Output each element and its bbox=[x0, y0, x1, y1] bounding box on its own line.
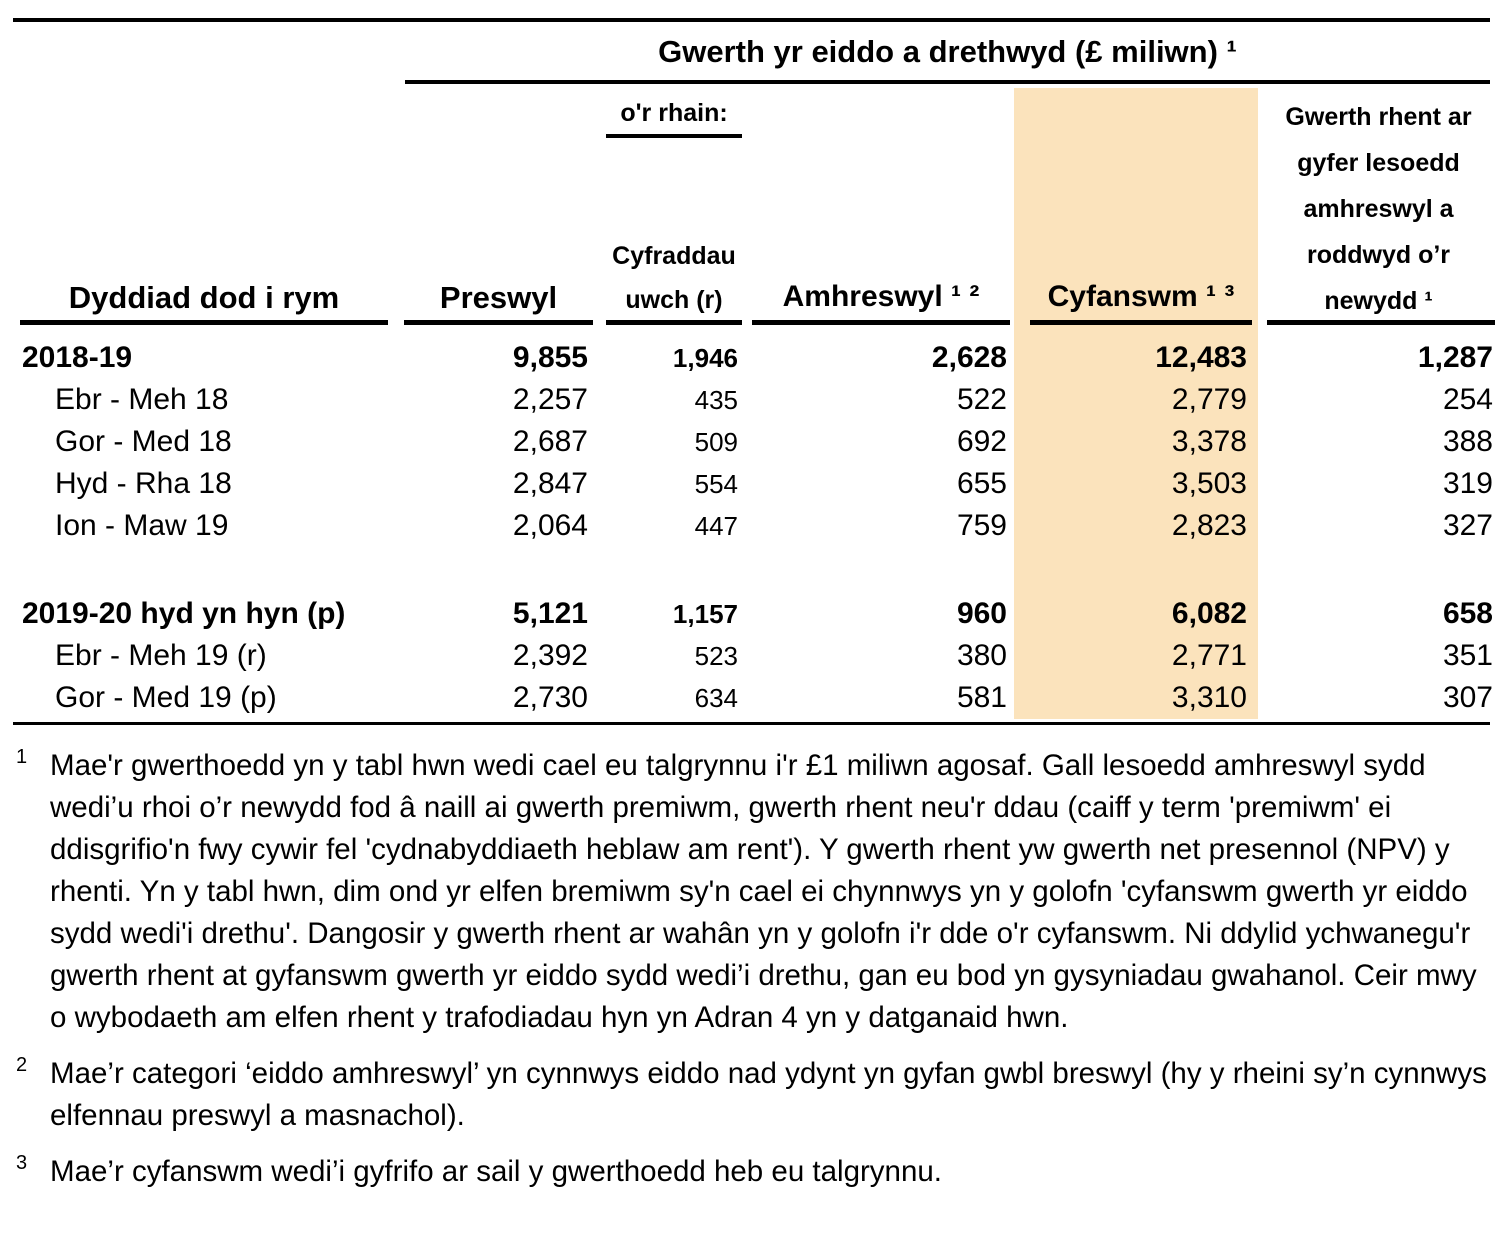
header-underline-amhreswyl bbox=[752, 320, 1010, 325]
header-underline-preswyl bbox=[404, 320, 593, 325]
cell-cyfraddau: 1,157 bbox=[672, 599, 738, 629]
cell-cyfraddau: 447 bbox=[694, 511, 738, 541]
table-bottom-rule bbox=[13, 722, 1490, 725]
cell-cyfraddau: 523 bbox=[694, 641, 738, 671]
table-row-ebr-meh-19 bbox=[20, 635, 1495, 677]
cell-cyfanswm: 3,503 bbox=[1171, 467, 1247, 500]
cell-rhent: 658 bbox=[1442, 597, 1493, 630]
cell-rhent: 351 bbox=[1442, 639, 1493, 672]
footnote-3 bbox=[10, 1151, 1498, 1193]
cell-preswyl: 9,855 bbox=[512, 341, 588, 374]
cell-preswyl: 5,121 bbox=[512, 597, 588, 630]
cell-amhreswyl: 692 bbox=[956, 425, 1007, 458]
column-header-rhent-line2: gyfer lesoedd bbox=[1297, 149, 1460, 177]
footnote-3-text: Mae’r cyfanswm wedi’i gyfrifo ar sail y gwerthoedd heb eu talgrynnu. bbox=[50, 1155, 942, 1188]
cell-cyfanswm: 2,823 bbox=[1171, 509, 1247, 542]
footnote-3-marker: 3 bbox=[16, 1152, 28, 1174]
subheader-of-these: o'r rhain: bbox=[620, 99, 728, 127]
table-row-ebr-meh-18 bbox=[20, 379, 1495, 421]
cell-rhent: 1,287 bbox=[1417, 341, 1493, 374]
cell-cyfraddau: 509 bbox=[694, 427, 738, 457]
column-header-rhent bbox=[1260, 94, 1497, 324]
cell-cyfanswm: 12,483 bbox=[1155, 341, 1247, 374]
cell-rhent: 307 bbox=[1442, 681, 1493, 714]
cell-preswyl: 2,064 bbox=[512, 509, 588, 542]
row-label: Ebr - Meh 19 (r) bbox=[55, 639, 267, 672]
table-body bbox=[20, 337, 1495, 719]
cell-rhent: 327 bbox=[1442, 509, 1493, 542]
cell-rhent: 319 bbox=[1442, 467, 1493, 500]
footnote-2-marker: 2 bbox=[16, 1054, 28, 1076]
cell-amhreswyl: 759 bbox=[956, 509, 1007, 542]
header-underline-cyfanswm bbox=[1030, 320, 1252, 325]
cell-cyfraddau: 1,946 bbox=[672, 343, 738, 373]
row-label: 2019-20 hyd yn hyn (p) bbox=[22, 597, 346, 630]
cell-preswyl: 2,847 bbox=[512, 467, 588, 500]
cell-cyfanswm: 6,082 bbox=[1171, 597, 1247, 630]
column-header-cyfanswm: Cyfanswm ¹ ³ bbox=[1047, 280, 1235, 313]
row-label: 2018-19 bbox=[22, 341, 133, 374]
column-header-preswyl: Preswyl bbox=[439, 280, 558, 315]
table-row-gor-med-18 bbox=[20, 421, 1495, 463]
subheader-underline bbox=[606, 134, 742, 138]
cell-amhreswyl: 522 bbox=[956, 383, 1007, 416]
column-header-cyfraddau bbox=[596, 234, 752, 322]
column-header-cyfraddau-line2: uwch (r) bbox=[625, 286, 723, 314]
row-label: Ion - Maw 19 bbox=[55, 509, 229, 542]
table-top-rule bbox=[13, 18, 1490, 22]
row-label: Gor - Med 18 bbox=[55, 425, 232, 458]
footnote-1 bbox=[10, 745, 1498, 1039]
cell-rhent: 254 bbox=[1442, 383, 1493, 416]
column-header-cyfraddau-line1: Cyfraddau bbox=[612, 242, 736, 270]
column-header-rhent-line1: Gwerth rhent ar bbox=[1285, 103, 1472, 131]
row-header-dyddiad: Dyddiad dod i rym bbox=[68, 280, 340, 315]
cell-preswyl: 2,687 bbox=[512, 425, 588, 458]
cell-preswyl: 2,730 bbox=[512, 681, 588, 714]
column-header-rhent-line5: newydd ¹ bbox=[1324, 287, 1433, 315]
table-row-2018-19 bbox=[20, 337, 1495, 379]
table-spacer-row bbox=[20, 547, 1495, 593]
footnote-1-marker: 1 bbox=[16, 746, 28, 768]
row-label: Hyd - Rha 18 bbox=[55, 467, 232, 500]
column-header-rhent-line4: roddwyd o’r bbox=[1306, 241, 1451, 269]
table-title: Gwerth yr eiddo a drethwyd (£ miliwn) ¹ bbox=[658, 34, 1237, 69]
table-row-hyd-rha-18 bbox=[20, 463, 1495, 505]
cell-cyfanswm: 3,310 bbox=[1171, 681, 1247, 714]
cell-preswyl: 2,257 bbox=[512, 383, 588, 416]
cell-amhreswyl: 2,628 bbox=[931, 341, 1007, 374]
cell-amhreswyl: 655 bbox=[956, 467, 1007, 500]
cell-cyfanswm: 2,779 bbox=[1171, 383, 1247, 416]
row-label: Ebr - Meh 18 bbox=[55, 383, 229, 416]
header-underline-dyddiad bbox=[20, 320, 388, 325]
footnote-2-text: Mae’r categori ‘eiddo amhreswyl’ yn cynnwys eiddo nad ydynt yn gyfan gwbl breswyl (hy y rheini sy’n cynnwys elfennau preswyl a masnachol). bbox=[50, 1057, 1487, 1132]
table-row-ion-maw-19 bbox=[20, 505, 1495, 547]
cell-preswyl: 2,392 bbox=[512, 639, 588, 672]
column-header-rhent-line3: amhreswyl a bbox=[1303, 195, 1454, 223]
footnote-1-text: Mae'r gwerthoedd yn y tabl hwn wedi cael eu talgrynnu i'r £1 miliwn agosaf. Gall lesoedd amhreswyl sydd wedi’u rhoi o’r newydd fod â naill ai gwerth premiwm, gwerth rhent neu'r ddau (caiff y term 'premiwm' ei ddisgrifio'n fwy cywir fel 'cydnabyddiaeth heblaw am rent'). Y gwerth rhent yw gwerth net presennol (NPV) y rhenti. Yn y tabl hwn, dim ond yr elfen bremiwm sy'n cael ei chynnwys yn y golofn 'cyfanswm gwerth yr eiddo sydd wedi'i drethu'. Dangosir y gwerth rhent ar wahân yn y golofn i'r dde o'r cyfanswm. Ni ddylid ychwanegu'r gwerth rhent at gyfanswm gwerth yr eiddo sydd wedi’i drethu, gan eu bod yn gysyniadau gwahanol. Ceir mwy o wybodaeth am elfen rhent y trafodiadau hyn yn Adran 4 yn y datganaid hwn. bbox=[50, 749, 1477, 1034]
footnote-2 bbox=[10, 1053, 1498, 1137]
cell-amhreswyl: 581 bbox=[956, 681, 1007, 714]
cell-rhent: 388 bbox=[1442, 425, 1493, 458]
cell-cyfanswm: 3,378 bbox=[1171, 425, 1247, 458]
cell-cyfraddau: 435 bbox=[694, 385, 738, 415]
cell-cyfanswm: 2,771 bbox=[1171, 639, 1247, 672]
table-row-2019-20 bbox=[20, 593, 1495, 635]
column-header-amhreswyl: Amhreswyl ¹ ² bbox=[782, 280, 980, 313]
row-label: Gor - Med 19 (p) bbox=[55, 681, 277, 714]
cell-amhreswyl: 960 bbox=[956, 597, 1007, 630]
title-underline bbox=[405, 80, 1490, 84]
table-row-gor-med-19 bbox=[20, 677, 1495, 719]
cell-cyfraddau: 554 bbox=[694, 469, 738, 499]
footnotes bbox=[10, 745, 1498, 1207]
cell-cyfraddau: 634 bbox=[694, 683, 738, 713]
cell-amhreswyl: 380 bbox=[956, 639, 1007, 672]
